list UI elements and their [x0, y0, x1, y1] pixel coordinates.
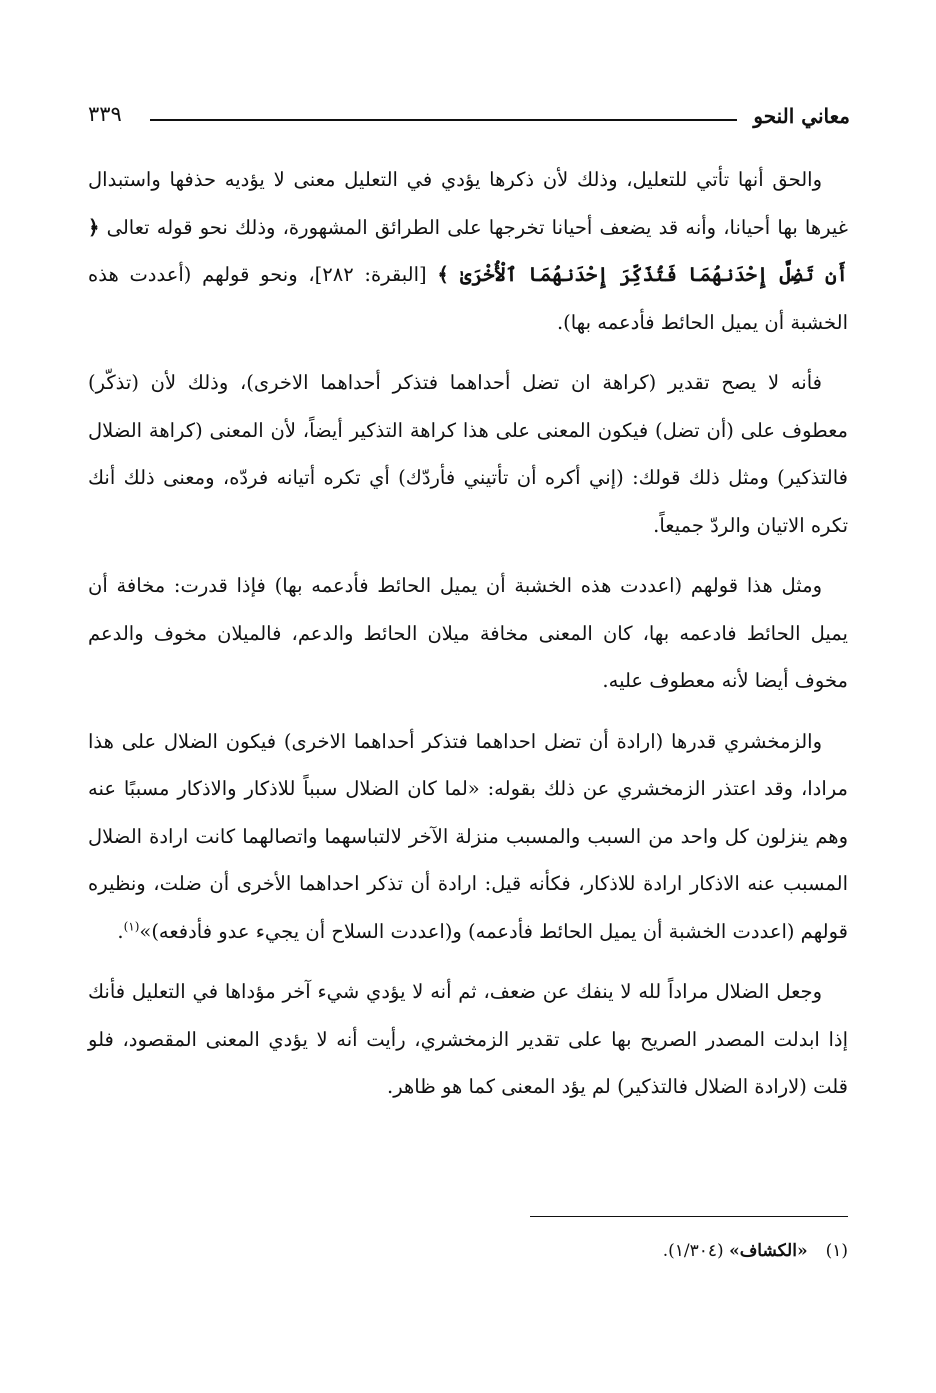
- paragraph-text: [البقرة: ٢٨٢]، ونحو قولهم (أعددت هذه الخشبة أن يميل الحائط فأدعمه بها).: [88, 263, 848, 334]
- paragraph-text: .: [117, 919, 124, 943]
- running-title: معاني النحو: [753, 104, 850, 128]
- paragraph-text: والزمخشري قدرها (ارادة أن تضل احداهما فتذكر أحداهما الاخرى) فيكون الضلال على هذا مرادا، وقد اعتذر الزمخشري عن ذلك بقوله: «لما كان الضلال سبباً للاذكار والاذكار مسببًا عنه وهم ينزلون كل واحد من السبب والمسبب منزلة الآخر لالتباسهما واتصالهما كانت ارادة الضلال المسبب عنه الاذكار ارادة للاذكار، فكأنه قيل: ارادة أن تذكر احداهما الأخرى أن ضلت، ونظيره قولهم (اعددت الخشبة أن يميل الحائط فأدعمه) و(اعددت السلاح أن يجيء عدو فأدفعه)»: [88, 729, 848, 943]
- paragraph-1: [88, 156, 848, 346]
- body-text: [88, 156, 848, 1124]
- page-number: ٣٣٩: [88, 102, 122, 126]
- quran-verse: ﴿ أَن تَضِلَّ إِحْدَنهُمَا فَتُذَكِّرَ إِحْدَنهُمَا ٱلْأُخْرَىٰ ﴾: [88, 215, 848, 286]
- footnote-marker: (١): [825, 1241, 848, 1261]
- paragraph-5: وجعل الضلال مراداً لله لا ينفك عن ضعف، ثم أنه لا يؤدي شيء آخر مؤداها في التعليل فأنك إذا ابدلت المصدر الصريح بها على تقدير الزمخشري، رأيت أنه لا يؤدي المعنى المقصود، فلو قلت (لارادة الضلال فالتذكير) لم يؤد المعنى كما هو ظاهر.: [88, 980, 848, 1098]
- paragraph-text: والحق أنها تأتي للتعليل، وذلك لأن ذكرها يؤدي في التعليل معنى لا يؤديه حذفها واستبدال غيرها بها أحيانا، وأنه قد يضعف أحيانا تخرجها على الطرائق المشهورة، وذلك نحو قوله تعالى: [88, 168, 848, 239]
- paragraph-4: [88, 718, 848, 956]
- footnote-book: «الكشاف»: [729, 1241, 808, 1261]
- page-header: [88, 98, 850, 142]
- footnote-citation: (١/٣٠٤).: [662, 1241, 724, 1261]
- footnote-reference: (١): [123, 919, 140, 933]
- header-rule: [150, 119, 737, 121]
- paragraph-2: فأنه لا يصح تقدير (كراهة ان تضل أحداهما فتذكر أحداهما الاخرى)، وذلك لأن (تذكّر) معطوف على (أن تضل) فيكون المعنى على هذا كراهة التذكير أيضاً، لأن المعنى (كراهة الضلال فالتذكير) ومثل ذلك قولك: (إني أكره أن تأتيني فأردّك) أي تكره أتيانه فردّه، ومعنى ذلك أنك تكره الاتيان والردّ جميعاً.: [88, 371, 848, 537]
- footnote-rule: [530, 1216, 848, 1217]
- paragraph-3: ومثل هذا قولهم (اعددت هذه الخشبة أن يميل الحائط فأدعمه بها) فإذا قدرت: مخافة أن يميل الحائط فادعمه بها، كان المعنى مخافة ميلان الحائط والدعم، فالميلان مخوف والدعم مخوف أيضا لأنه معطوف عليه.: [88, 574, 848, 692]
- footnote: [88, 1238, 848, 1264]
